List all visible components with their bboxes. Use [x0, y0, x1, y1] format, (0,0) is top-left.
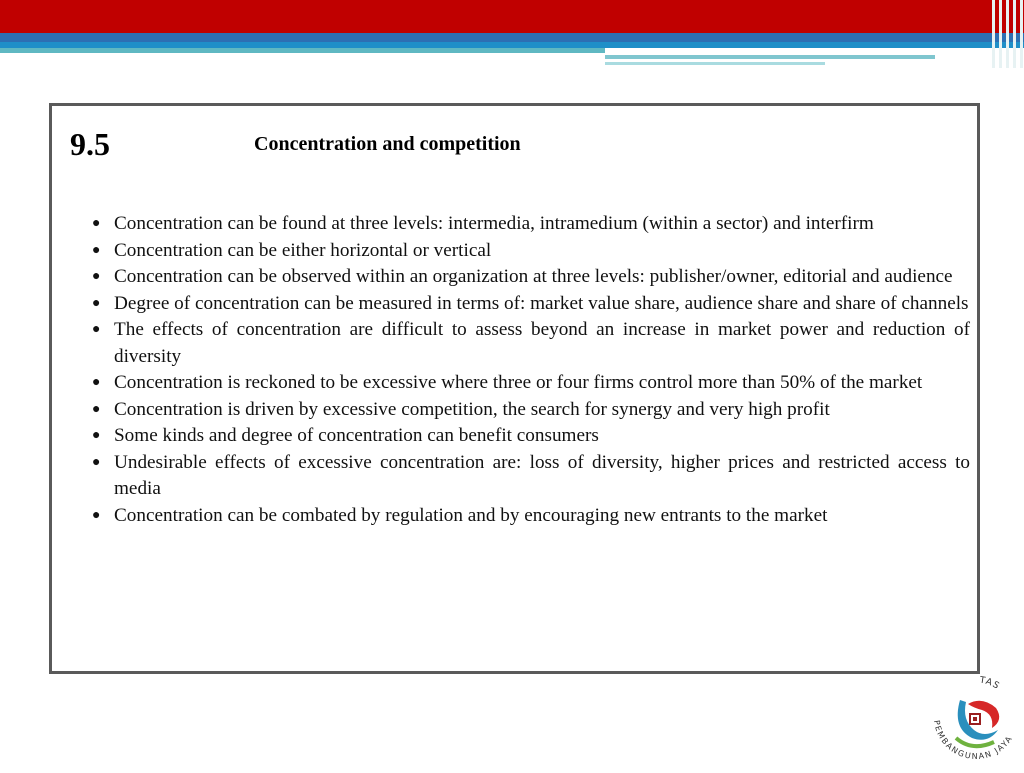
bullet-item — [92, 450, 970, 503]
header-banner-step — [605, 48, 1024, 68]
bullet-item — [92, 211, 970, 238]
section-title: Concentration and competition — [254, 133, 521, 155]
bullet-dot-icon: ● — [92, 295, 101, 311]
bullet-dot-icon: ● — [92, 375, 101, 390]
bullet-text: Concentration is driven by excessive competition, the search for synergy and very high profit — [114, 398, 830, 420]
bullet-dot-icon: ● — [92, 428, 101, 443]
header-stripes — [990, 0, 1024, 68]
university-logo — [922, 668, 1022, 768]
bullet-text: Some kinds and degree of concentration can benefit consumers — [114, 425, 599, 446]
bullet-text: The effects of concentration are difficult to assess beyond an increase in market power and reduction of diversity — [114, 319, 970, 367]
header-banner-teal — [0, 48, 605, 53]
header-banner-red — [0, 0, 1024, 33]
bullet-item — [92, 397, 970, 424]
logo-text-top: TAS — [978, 675, 1002, 692]
header-line-1 — [605, 55, 935, 59]
bullet-item — [92, 264, 970, 291]
bullet-list — [92, 211, 970, 529]
svg-text:TAS — [978, 675, 1001, 692]
bullet-dot-icon: ● — [92, 454, 101, 470]
section-number: 9.5 — [70, 126, 110, 162]
university-logo-icon — [922, 668, 1022, 768]
bullet-dot-icon: ● — [92, 322, 101, 337]
bullet-item — [92, 503, 970, 530]
bullet-text: Concentration can be observed within an organization at three levels: publisher/owner, editorial and audience — [114, 266, 953, 287]
bullet-text: Concentration is reckoned to be excessive where three or four firms control more than 50% of the market — [114, 372, 923, 393]
bullet-dot-icon: ● — [92, 401, 101, 417]
bullet-text: Degree of concentration can be measured in terms of: market value share, audience share and share of channels — [114, 292, 969, 314]
bullet-text: Undesirable effects of excessive concentration are: loss of diversity, higher prices and restricted access to media — [114, 451, 970, 499]
bullet-item — [92, 317, 970, 370]
bullet-item — [92, 370, 970, 397]
bullet-item — [92, 238, 970, 265]
bullet-dot-icon: ● — [92, 216, 101, 231]
bullet-item — [92, 423, 970, 450]
bullet-text: Concentration can be combated by regulation and by encouraging new entrants to the market — [114, 504, 828, 526]
bullet-text: Concentration can be found at three levels: intermedia, intramedium (within a sector) and interfirm — [114, 213, 874, 234]
bullet-dot-icon: ● — [92, 242, 101, 258]
header-line-2 — [605, 62, 825, 65]
bullet-text: Concentration can be either horizontal or vertical — [114, 239, 492, 261]
slide-content-frame — [49, 103, 980, 674]
bullet-dot-icon: ● — [92, 269, 101, 284]
bullet-dot-icon: ● — [92, 507, 101, 523]
bullet-item — [92, 291, 970, 318]
header-banner-blue — [0, 33, 1024, 42]
logo-text-bottom: PEMBANGUNAN JAYA — [932, 719, 1015, 762]
